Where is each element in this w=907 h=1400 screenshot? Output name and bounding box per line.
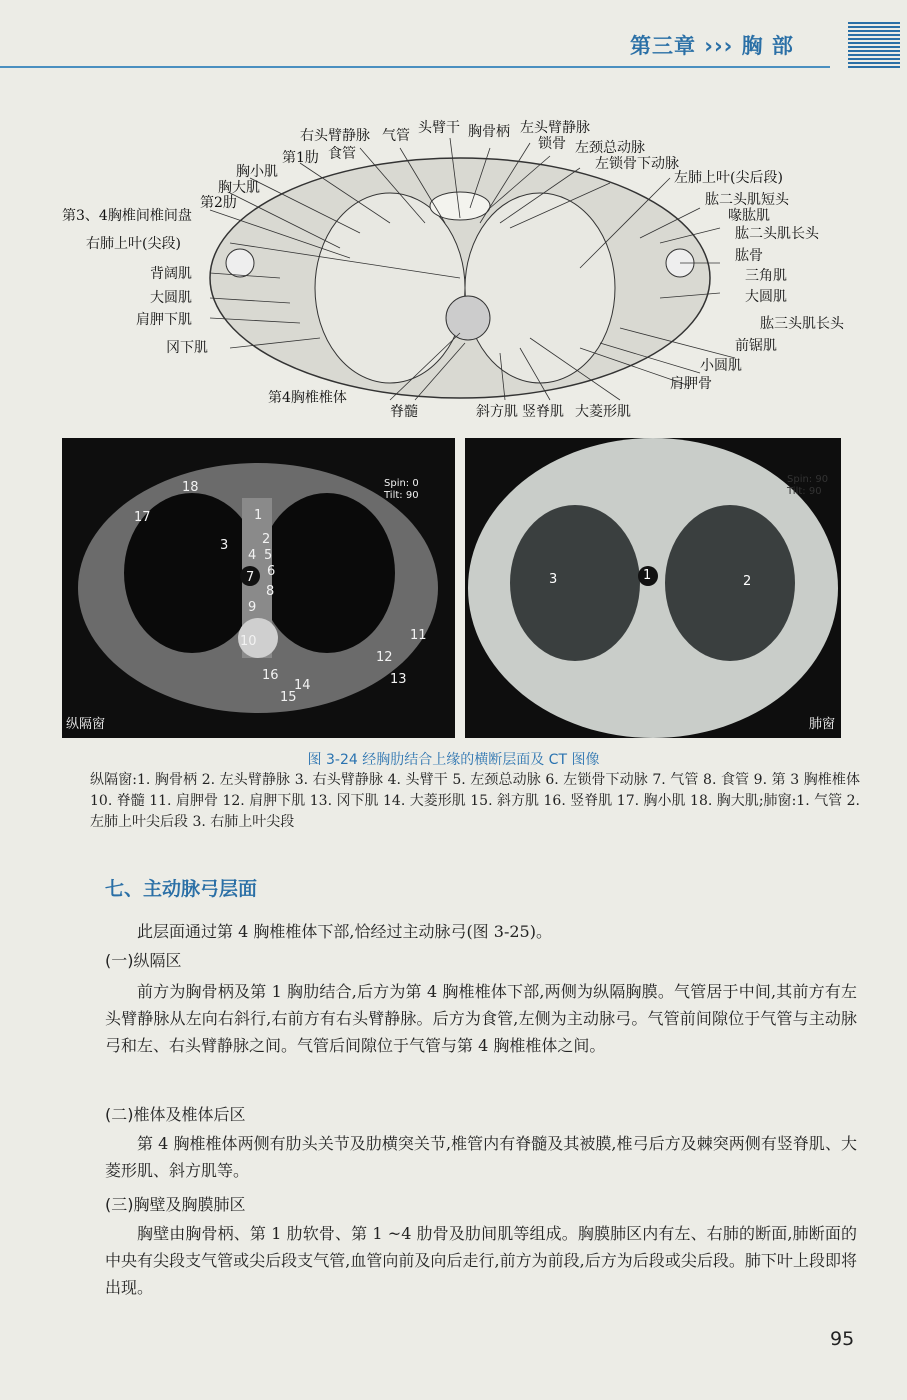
label-rhomboid-major: 大菱形肌	[575, 404, 631, 420]
label-esophagus: 食管	[328, 146, 356, 162]
subheading-mediastinum: (一)纵隔区	[105, 951, 182, 970]
ct-label-13: 13	[390, 672, 407, 687]
ct-mediastinal-window	[62, 438, 455, 738]
label-t4-vertebral-body: 第4胸椎椎体	[268, 390, 347, 406]
paragraph-chest-wall: 胸壁由胸骨柄、第 1 肋软骨、第 1 ~4 肋骨及肋间肌等组成。胸膜肺区内有左、右肺的断面,肺断面的中央有尖段支气管或尖后段支气管,血管向前及向后走行,前方为前段,后方为后段或尖后段。肺下叶上段即将出现。	[105, 1224, 857, 1297]
anatomy-diagram	[60, 120, 850, 428]
ct-label-18: 18	[182, 480, 199, 495]
label-trapezius: 斜方肌	[476, 404, 518, 420]
ct-label-7: 7	[246, 570, 255, 585]
label-clavicle: 锁骨	[538, 136, 566, 152]
ct-label-2: 2	[262, 532, 271, 547]
label-trachea: 气管	[382, 128, 410, 144]
page-number: 95	[830, 1328, 855, 1350]
label-pectoralis-major: 胸大肌	[218, 180, 260, 196]
ct-label-15: 15	[280, 690, 297, 705]
ct-left-window-label: 纵隔窗	[66, 717, 106, 732]
ct-label-14: 14	[294, 678, 311, 693]
ct-left-tilt: Tilt: 90	[384, 490, 419, 501]
label-manubrium: 胸骨柄	[468, 124, 510, 140]
label-biceps-short-head: 肱二头肌短头	[705, 192, 789, 208]
subheading-chest-wall: (三)胸壁及胸膜肺区	[105, 1195, 246, 1214]
label-right-brachiocephalic-vein: 右头臂静脉	[300, 128, 370, 144]
label-teres-major-right: 大圆肌	[745, 289, 787, 305]
ct-label-17: 17	[134, 510, 151, 525]
ct-label-6: 6	[267, 564, 276, 579]
label-latissimus-dorsi: 背阔肌	[150, 266, 192, 282]
ct-right-spin: Spin: 90	[787, 474, 829, 485]
section-heading: 七、主动脉弓层面	[105, 878, 258, 900]
header-rule	[0, 66, 830, 68]
label-subscapularis: 肩胛下肌	[136, 312, 192, 328]
figure-caption: 图 3-24 经胸肋结合上缘的横断层面及 CT 图像	[307, 752, 600, 768]
ct-label-8: 8	[266, 584, 275, 599]
label-right-upper-lobe-apical: 右肺上叶(尖段)	[86, 236, 181, 252]
label-triceps-long-head: 肱三头肌长头	[760, 316, 844, 332]
ct-label-12: 12	[376, 650, 393, 665]
ct-label-5: 5	[264, 548, 273, 563]
paragraph-mediastinum: 前方为胸骨柄及第 1 胸肋结合,后方为第 4 胸椎椎体下部,两侧为纵隔胸膜。气管居于中间,其前方有左头臂静脉从左向右斜行,右前方有右头臂静脉。后方为食管,左侧为主动脉弓。气管前间隙位于气管与主动脉弓和左、右头臂静脉之间。气管后间隙位于气管与第 4 胸椎椎体之间。	[105, 982, 857, 1055]
label-left-subclavian-artery: 左锁骨下动脉	[595, 156, 679, 172]
ct-lung-label-3: 3	[549, 572, 558, 587]
label-left-brachiocephalic-vein: 左头臂静脉	[520, 120, 590, 136]
label-second-rib: 第2肋	[200, 195, 237, 211]
label-brachiocephalic-trunk: 头臂干	[418, 120, 460, 136]
ct-label-4: 4	[248, 548, 257, 563]
ct-right-window-label: 肺窗	[808, 717, 835, 732]
label-serratus-anterior: 前锯肌	[735, 338, 777, 354]
label-first-rib: 第1肋	[282, 150, 319, 166]
label-left-common-carotid: 左颈总动脉	[575, 140, 645, 156]
label-infraspinatus: 冈下肌	[166, 340, 208, 356]
label-coracobrachialis: 喙肱肌	[728, 208, 770, 224]
ct-label-11: 11	[410, 628, 427, 643]
label-erector-spinae: 竖脊肌	[522, 404, 564, 420]
ct-left-spin: Spin: 0	[384, 478, 419, 489]
ct-right-tilt: Tilt: 90	[787, 486, 822, 497]
label-biceps-long-head: 肱二头肌长头	[735, 226, 819, 242]
label-humerus: 肱骨	[735, 248, 763, 264]
subheading-vertebra: (二)椎体及椎体后区	[105, 1105, 246, 1124]
chapter-title: 第三章 ››› 胸 部	[630, 34, 794, 58]
ct-lung-image	[465, 438, 841, 738]
label-t3-t4-disc: 第3、4胸椎间椎间盘	[62, 208, 192, 224]
ct-lung-label-2: 2	[743, 574, 752, 589]
label-scapula: 肩胛骨	[670, 376, 712, 392]
label-pectoralis-minor: 胸小肌	[236, 164, 278, 180]
label-deltoid: 三角肌	[745, 268, 787, 284]
ct-label-1: 1	[254, 508, 263, 523]
ct-lung-window	[465, 438, 841, 738]
ct-label-10: 10	[240, 634, 257, 649]
ct-lung-label-1: 1	[643, 568, 652, 583]
label-teres-major-left: 大圆肌	[150, 290, 192, 306]
paragraph-vertebra: 第 4 胸椎椎体两侧有肋头关节及肋横突关节,椎管内有脊髓及其被膜,椎弓后方及棘突两侧有竖脊肌、大菱形肌、斜方肌等。	[105, 1134, 857, 1180]
label-spinal-cord: 脊髓	[390, 404, 418, 420]
label-left-upper-lobe-apicoposterior: 左肺上叶(尖后段)	[674, 170, 783, 186]
header-decoration	[848, 22, 900, 68]
ct-label-3: 3	[220, 538, 229, 553]
ct-label-9: 9	[248, 600, 257, 615]
figure-legend: 纵隔窗:1. 胸骨柄 2. 左头臂静脉 3. 右头臂静脉 4. 头臂干 5. 左颈总动脉 6. 左锁骨下动脉 7. 气管 8. 食管 9. 第 3 胸椎椎体 10. 脊髓 11. 肩胛骨 12. 肩胛下肌 13. 冈下肌 14. 大菱形肌 15. 斜方肌 16. 竖脊肌 17. 胸小肌 18. 胸大肌;肺窗:1. 气管 2. 左肺上叶尖后段 3. 右肺上叶尖段	[90, 772, 860, 830]
section-intro: 此层面通过第 4 胸椎椎体下部,恰经过主动脉弓(图 3-25)。	[137, 922, 552, 941]
label-teres-minor: 小圆肌	[700, 358, 742, 374]
ct-label-16: 16	[262, 668, 279, 683]
